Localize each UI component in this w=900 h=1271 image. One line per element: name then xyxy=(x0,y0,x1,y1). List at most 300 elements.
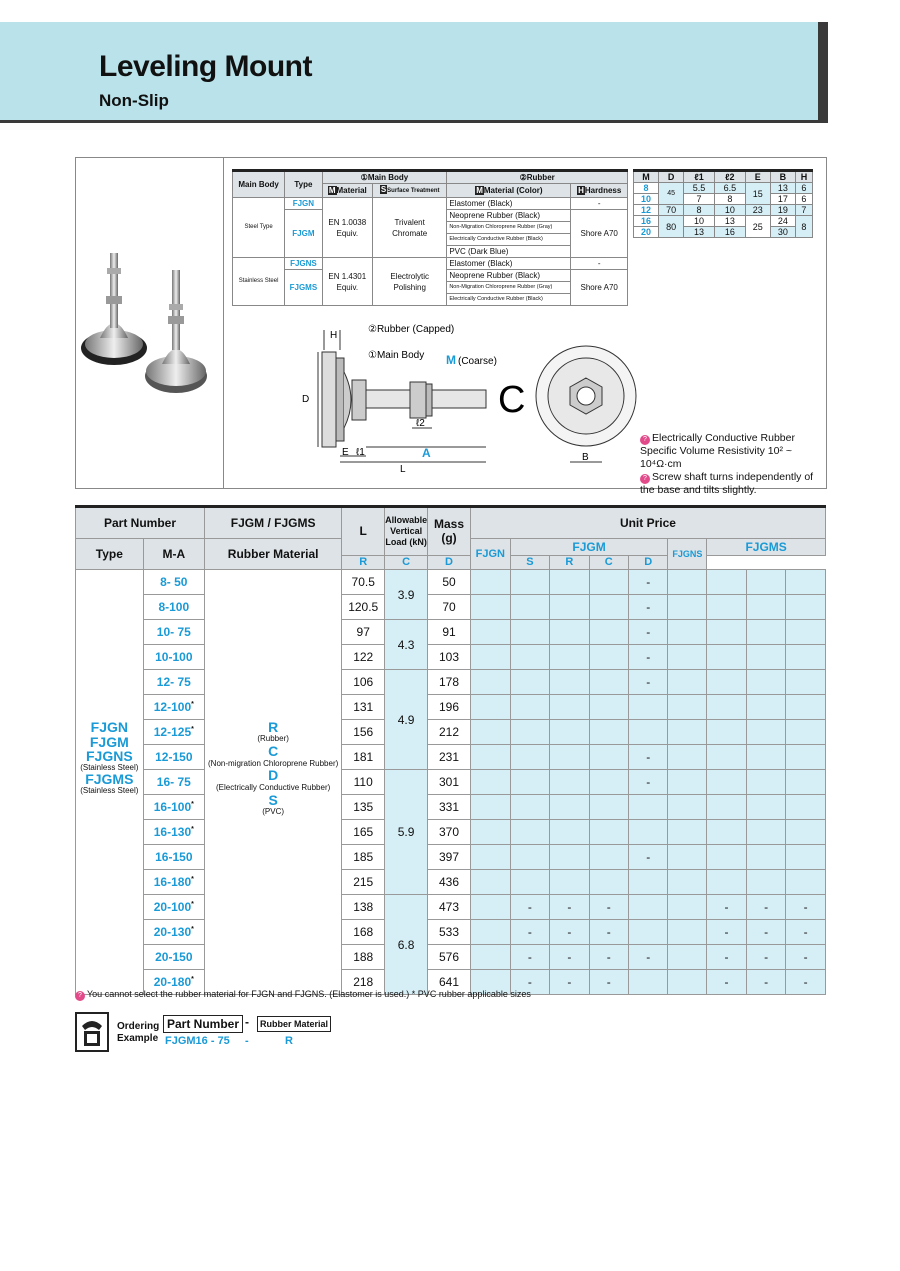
mt-steel-type: Steel Type xyxy=(233,198,285,258)
price-cell[interactable] xyxy=(629,920,668,945)
pvc-star: * xyxy=(191,876,194,883)
ordering-example-dash: - xyxy=(245,1035,249,1047)
dim-d-label: D xyxy=(302,394,310,405)
price-cell[interactable] xyxy=(668,820,707,845)
mt-material-label: Material xyxy=(336,186,367,195)
mass-cell: 212 xyxy=(428,720,471,745)
c-symbol: C xyxy=(498,379,526,421)
l-cell: 120.5 xyxy=(342,595,385,620)
dt-l1-2: 7 xyxy=(684,194,715,205)
price-cell[interactable] xyxy=(470,620,510,645)
ma-cell: 8-100 xyxy=(143,595,204,620)
price-cell[interactable] xyxy=(746,795,786,820)
price-cell[interactable] xyxy=(746,645,786,670)
table-row xyxy=(76,770,826,795)
price-cell[interactable] xyxy=(550,870,589,895)
price-cell[interactable]: - xyxy=(629,745,668,770)
mt-fjgn: FJGN xyxy=(285,198,322,210)
price-cell[interactable] xyxy=(707,845,747,870)
price-cell[interactable]: - xyxy=(629,570,668,595)
price-cell[interactable] xyxy=(470,645,510,670)
price-cell[interactable] xyxy=(510,570,549,595)
footnote-icon: ? xyxy=(75,991,85,1001)
price-cell[interactable] xyxy=(550,620,589,645)
price-cell[interactable]: - xyxy=(786,920,826,945)
coarse-label: (Coarse) xyxy=(458,356,497,367)
h-badge: H xyxy=(578,186,584,195)
price-table xyxy=(75,505,826,995)
price-cell[interactable] xyxy=(470,670,510,695)
ma-cell: 12- 75 xyxy=(143,670,204,695)
dt-l1-4: 10 xyxy=(684,216,715,227)
product-photo xyxy=(76,158,224,488)
price-cell[interactable] xyxy=(668,745,707,770)
ma-cell: 20-150 xyxy=(143,945,204,970)
dt-h-m: M xyxy=(634,171,659,183)
dt-h-h: H xyxy=(795,171,812,183)
load-cell: 3.9 xyxy=(385,570,428,620)
mt-chromate-text: Chromate xyxy=(392,228,428,238)
type-cell xyxy=(76,570,144,995)
mt-header-material-color xyxy=(447,184,571,198)
price-cell[interactable] xyxy=(589,595,628,620)
price-cell[interactable] xyxy=(746,770,786,795)
price-cell[interactable] xyxy=(707,820,747,845)
price-cell[interactable]: - xyxy=(629,770,668,795)
mt-trivalent xyxy=(373,198,447,258)
mt-en2-equiv: Equiv. xyxy=(336,282,359,292)
price-cell[interactable] xyxy=(668,945,707,970)
price-cell[interactable]: - xyxy=(550,920,589,945)
price-cell[interactable] xyxy=(589,795,628,820)
price-cell[interactable]: - xyxy=(510,970,549,995)
mass-cell: 473 xyxy=(428,895,471,920)
rubber-label: (PVC) xyxy=(262,806,285,816)
price-cell[interactable] xyxy=(550,745,589,770)
price-cell[interactable] xyxy=(510,745,549,770)
price-cell[interactable] xyxy=(668,670,707,695)
sub-fjgm-s: S xyxy=(510,555,549,569)
price-cell[interactable] xyxy=(470,945,510,970)
h-mass: Mass (g) xyxy=(428,507,471,556)
price-cell[interactable] xyxy=(470,895,510,920)
dt-d-70: 70 xyxy=(659,205,684,216)
mt-dash-2: - xyxy=(571,258,628,270)
price-cell[interactable] xyxy=(589,770,628,795)
price-cell[interactable]: - xyxy=(629,945,668,970)
price-cell[interactable] xyxy=(510,695,549,720)
mass-cell: 50 xyxy=(428,570,471,595)
price-cell[interactable] xyxy=(589,870,628,895)
m-badge-2: M xyxy=(476,186,483,195)
mass-cell: 103 xyxy=(428,645,471,670)
price-cell[interactable]: - xyxy=(629,645,668,670)
rubber-label: (Rubber) xyxy=(257,734,289,744)
price-cell[interactable] xyxy=(629,970,668,995)
dt-b-5: 30 xyxy=(770,227,795,238)
price-cell[interactable] xyxy=(707,645,747,670)
dt-m-8: 8 xyxy=(634,183,659,194)
ma-cell: 16-130* xyxy=(143,820,204,845)
price-cell[interactable]: - xyxy=(707,945,747,970)
price-cell[interactable]: - xyxy=(589,945,628,970)
price-cell[interactable] xyxy=(786,570,826,595)
mass-cell: 533 xyxy=(428,920,471,945)
price-cell[interactable]: - xyxy=(746,895,786,920)
price-cell[interactable]: - xyxy=(746,945,786,970)
price-cell[interactable]: - xyxy=(707,970,747,995)
price-cell[interactable] xyxy=(470,745,510,770)
info-icon-2: ? xyxy=(640,474,650,484)
price-cell[interactable] xyxy=(470,770,510,795)
mt-header-type: Type xyxy=(285,171,322,198)
price-cell[interactable] xyxy=(668,645,707,670)
price-cell[interactable] xyxy=(707,620,747,645)
price-cell[interactable]: - xyxy=(786,970,826,995)
price-cell[interactable]: - xyxy=(786,945,826,970)
load-cell: 4.9 xyxy=(385,670,428,770)
price-cell[interactable] xyxy=(746,570,786,595)
price-cell[interactable]: - xyxy=(589,970,628,995)
l-cell: 97 xyxy=(342,620,385,645)
table-row xyxy=(76,920,826,945)
price-cell[interactable] xyxy=(668,570,707,595)
pvc-star: * xyxy=(191,976,194,983)
price-cell[interactable]: - xyxy=(707,895,747,920)
price-cell[interactable] xyxy=(510,720,549,745)
mt-electrolytic-text: Electrolytic xyxy=(390,271,430,281)
mt-en1-equiv: Equiv. xyxy=(336,228,359,238)
price-cell[interactable]: - xyxy=(510,895,549,920)
price-cell[interactable] xyxy=(786,870,826,895)
price-cell[interactable]: - xyxy=(550,945,589,970)
price-cell[interactable] xyxy=(550,845,589,870)
price-cell[interactable]: - xyxy=(589,920,628,945)
h-fjgm: FJGM xyxy=(510,539,668,556)
price-cell[interactable]: - xyxy=(707,920,747,945)
price-cell[interactable] xyxy=(629,795,668,820)
price-cell[interactable] xyxy=(786,670,826,695)
price-cell[interactable] xyxy=(589,695,628,720)
price-cell[interactable] xyxy=(707,770,747,795)
h-rubber: Rubber Material xyxy=(204,539,341,570)
l-cell: 122 xyxy=(342,645,385,670)
dt-l2-2: 8 xyxy=(714,194,745,205)
note-2 xyxy=(640,471,820,497)
price-cell[interactable] xyxy=(510,845,549,870)
table-row xyxy=(76,670,826,695)
l-cell: 70.5 xyxy=(342,570,385,595)
pvc-star: * xyxy=(191,801,194,808)
rubber-label: S xyxy=(268,791,278,808)
price-cell[interactable] xyxy=(707,745,747,770)
price-cell[interactable] xyxy=(470,845,510,870)
mt-header-surface xyxy=(373,184,447,198)
mt-electrolytic xyxy=(373,258,447,306)
price-cell[interactable] xyxy=(668,720,707,745)
price-cell[interactable]: - xyxy=(510,920,549,945)
mass-cell: 331 xyxy=(428,795,471,820)
ordering-dash: - xyxy=(245,1015,249,1029)
price-cell[interactable] xyxy=(786,845,826,870)
rubber-label: (Electrically Conductive Rubber) xyxy=(216,782,331,792)
price-cell[interactable] xyxy=(786,820,826,845)
material-table xyxy=(232,169,628,306)
h-ma: M-A xyxy=(143,539,204,570)
dt-h-2: 6 xyxy=(795,194,812,205)
mt-fjgms: FJGMS xyxy=(285,270,322,306)
l-cell: 131 xyxy=(342,695,385,720)
price-cell[interactable]: - xyxy=(550,895,589,920)
price-cell[interactable]: - xyxy=(629,845,668,870)
price-cell[interactable] xyxy=(470,795,510,820)
price-cell[interactable] xyxy=(589,720,628,745)
price-cell[interactable] xyxy=(550,645,589,670)
price-cell[interactable] xyxy=(510,820,549,845)
ma-cell: 8- 50 xyxy=(143,570,204,595)
price-cell[interactable] xyxy=(746,870,786,895)
price-cell[interactable]: - xyxy=(629,670,668,695)
price-cell[interactable] xyxy=(470,820,510,845)
price-cell[interactable] xyxy=(510,645,549,670)
dt-h-b: B xyxy=(770,171,795,183)
h-fjgms: FJGMS xyxy=(707,539,826,556)
price-cell[interactable] xyxy=(707,720,747,745)
price-cell[interactable] xyxy=(746,670,786,695)
ma-cell: 16- 75 xyxy=(143,770,204,795)
price-cell[interactable] xyxy=(470,595,510,620)
sub-fjgms-c: C xyxy=(589,555,628,569)
price-cell[interactable] xyxy=(746,695,786,720)
price-cell[interactable] xyxy=(550,795,589,820)
price-cell[interactable]: - xyxy=(550,970,589,995)
price-cell[interactable] xyxy=(589,845,628,870)
price-cell[interactable] xyxy=(668,795,707,820)
price-cell[interactable] xyxy=(786,770,826,795)
dim-l1-label: ℓ1 xyxy=(356,447,365,458)
price-cell[interactable] xyxy=(589,645,628,670)
price-cell[interactable] xyxy=(470,870,510,895)
price-cell[interactable] xyxy=(589,620,628,645)
price-cell[interactable] xyxy=(550,720,589,745)
phone-icon xyxy=(75,1012,109,1052)
price-cell[interactable] xyxy=(786,645,826,670)
price-cell[interactable]: - xyxy=(746,920,786,945)
price-cell[interactable]: - xyxy=(746,970,786,995)
price-cell[interactable] xyxy=(629,895,668,920)
price-cell[interactable] xyxy=(470,920,510,945)
price-cell[interactable] xyxy=(786,695,826,720)
price-cell[interactable] xyxy=(589,745,628,770)
pvc-star: * xyxy=(191,726,194,733)
price-cell[interactable] xyxy=(707,795,747,820)
pvc-star: * xyxy=(191,901,194,908)
dim-e-label: E xyxy=(342,447,349,458)
price-cell[interactable] xyxy=(668,595,707,620)
price-cell[interactable] xyxy=(786,595,826,620)
price-cell[interactable] xyxy=(668,770,707,795)
mt-header-material xyxy=(322,184,372,198)
ma-cell: 16-100* xyxy=(143,795,204,820)
table-row xyxy=(76,595,826,620)
ma-cell: 12-125* xyxy=(143,720,204,745)
mt-en2 xyxy=(322,258,372,306)
table-row xyxy=(76,820,826,845)
h-fjgm-fjgms: FJGM / FJGMS xyxy=(204,507,341,539)
sub-fjgm-d: D xyxy=(428,555,471,569)
rubber-label: C xyxy=(268,743,279,760)
h-fjgn: FJGN xyxy=(470,539,510,570)
price-cell[interactable] xyxy=(746,845,786,870)
mt-header-rubber: ②Rubber xyxy=(447,171,628,184)
price-cell[interactable] xyxy=(470,695,510,720)
price-cell[interactable] xyxy=(510,870,549,895)
price-cell[interactable] xyxy=(786,620,826,645)
price-cell[interactable] xyxy=(589,670,628,695)
price-cell[interactable] xyxy=(746,745,786,770)
price-cell[interactable] xyxy=(668,620,707,645)
dt-l2-4: 13 xyxy=(714,216,745,227)
l-cell: 156 xyxy=(342,720,385,745)
price-cell[interactable] xyxy=(668,845,707,870)
price-cell[interactable]: - xyxy=(786,895,826,920)
price-cell[interactable] xyxy=(470,570,510,595)
pvc-star: * xyxy=(191,826,194,833)
l-cell: 106 xyxy=(342,670,385,695)
dt-h-4: 8 xyxy=(795,216,812,238)
sub-fjgm-c: C xyxy=(385,555,428,569)
price-cell[interactable] xyxy=(589,570,628,595)
ordering-label: Ordering xyxy=(117,1021,160,1032)
dim-a-label: A xyxy=(422,446,431,460)
dt-m-10: 10 xyxy=(634,194,659,205)
price-cell[interactable] xyxy=(510,670,549,695)
price-cell[interactable] xyxy=(510,620,549,645)
price-cell[interactable] xyxy=(550,570,589,595)
dt-h-l2: ℓ2 xyxy=(714,171,745,183)
h-load: Allowable Vertical Load (kN) xyxy=(385,507,428,556)
price-cell[interactable] xyxy=(629,870,668,895)
price-cell[interactable] xyxy=(510,595,549,620)
price-cell[interactable] xyxy=(510,795,549,820)
price-cell[interactable] xyxy=(786,720,826,745)
l-cell: 168 xyxy=(342,920,385,945)
page-title: Leveling Mount xyxy=(99,50,312,83)
price-cell[interactable] xyxy=(550,670,589,695)
price-cell[interactable] xyxy=(707,695,747,720)
table-row xyxy=(76,720,826,745)
dt-l2-1: 6.5 xyxy=(714,183,745,194)
price-cell[interactable] xyxy=(550,770,589,795)
rubber-label: D xyxy=(268,767,279,784)
price-cell[interactable]: - xyxy=(629,620,668,645)
mt-neoprene-2: Neoprene Rubber (Black) xyxy=(447,270,571,282)
sub-fjgms-d: D xyxy=(629,555,668,569)
price-cell[interactable] xyxy=(550,820,589,845)
dt-e-23: 23 xyxy=(745,205,770,216)
price-cell[interactable] xyxy=(589,820,628,845)
header-edge xyxy=(818,22,828,123)
mt-header-hardness xyxy=(571,184,628,198)
h-fjgns: FJGNS xyxy=(668,539,707,570)
price-cell[interactable] xyxy=(746,620,786,645)
table-row xyxy=(76,570,826,595)
mt-polishing-text: Polishing xyxy=(393,282,426,292)
price-cell[interactable] xyxy=(707,870,747,895)
price-cell[interactable] xyxy=(550,595,589,620)
price-cell[interactable]: - xyxy=(589,895,628,920)
example-label: Example xyxy=(117,1033,159,1044)
mt-header-main: ①Main Body xyxy=(322,171,447,184)
price-cell[interactable] xyxy=(746,595,786,620)
dt-h-l1: ℓ1 xyxy=(684,171,715,183)
price-cell[interactable] xyxy=(629,720,668,745)
price-cell[interactable] xyxy=(668,870,707,895)
price-cell[interactable] xyxy=(668,920,707,945)
price-cell[interactable] xyxy=(668,970,707,995)
dim-b-label: B xyxy=(582,452,589,463)
price-cell[interactable] xyxy=(786,745,826,770)
ordering-part-number-box: Part Number xyxy=(163,1015,243,1033)
mass-cell: 301 xyxy=(428,770,471,795)
h-unit-price: Unit Price xyxy=(470,507,825,539)
mass-cell: 436 xyxy=(428,870,471,895)
mt-conductive-1: Electrically Conductive Rubber (Black) xyxy=(447,234,571,246)
price-cell[interactable] xyxy=(629,820,668,845)
dt-b-2: 17 xyxy=(770,194,795,205)
price-cell[interactable] xyxy=(668,895,707,920)
table-row xyxy=(76,945,826,970)
price-cell[interactable] xyxy=(707,670,747,695)
table-row xyxy=(76,645,826,670)
price-cell[interactable] xyxy=(746,720,786,745)
dt-h-1: 6 xyxy=(795,183,812,194)
mt-surface-label: Surface Treatment xyxy=(387,188,440,194)
mt-header-main-body: Main Body xyxy=(233,171,285,198)
price-cell[interactable] xyxy=(629,695,668,720)
dt-e-15: 15 xyxy=(745,183,770,205)
main-body-label: ①Main Body xyxy=(368,350,425,361)
dt-l1-5: 13 xyxy=(684,227,715,238)
table-row xyxy=(76,870,826,895)
price-cell[interactable] xyxy=(786,795,826,820)
table-row xyxy=(76,620,826,645)
table-row xyxy=(76,795,826,820)
price-cell[interactable] xyxy=(510,770,549,795)
price-cell[interactable] xyxy=(707,595,747,620)
type-label: FJGM xyxy=(89,733,129,750)
dt-l1-1: 5.5 xyxy=(684,183,715,194)
price-cell[interactable] xyxy=(707,570,747,595)
mt-pvc: PVC (Dark Blue) xyxy=(447,246,571,258)
mass-cell: 641 xyxy=(428,970,471,995)
price-cell[interactable]: - xyxy=(629,595,668,620)
price-cell[interactable] xyxy=(470,720,510,745)
h-l: L xyxy=(342,507,385,556)
l-cell: 110 xyxy=(342,770,385,795)
mt-nonmig-1: Non-Migration Chloroprene Rubber (Gray) xyxy=(447,222,571,234)
h-type: Type xyxy=(76,539,144,570)
price-cell[interactable]: - xyxy=(510,945,549,970)
table-row xyxy=(76,745,826,770)
rubber-capped-label: ②Rubber (Capped) xyxy=(368,324,455,335)
load-cell: 6.8 xyxy=(385,895,428,995)
price-cell[interactable] xyxy=(550,695,589,720)
l-cell: 181 xyxy=(342,745,385,770)
ma-cell: 12-100* xyxy=(143,695,204,720)
price-cell[interactable] xyxy=(746,820,786,845)
price-cell[interactable] xyxy=(668,695,707,720)
